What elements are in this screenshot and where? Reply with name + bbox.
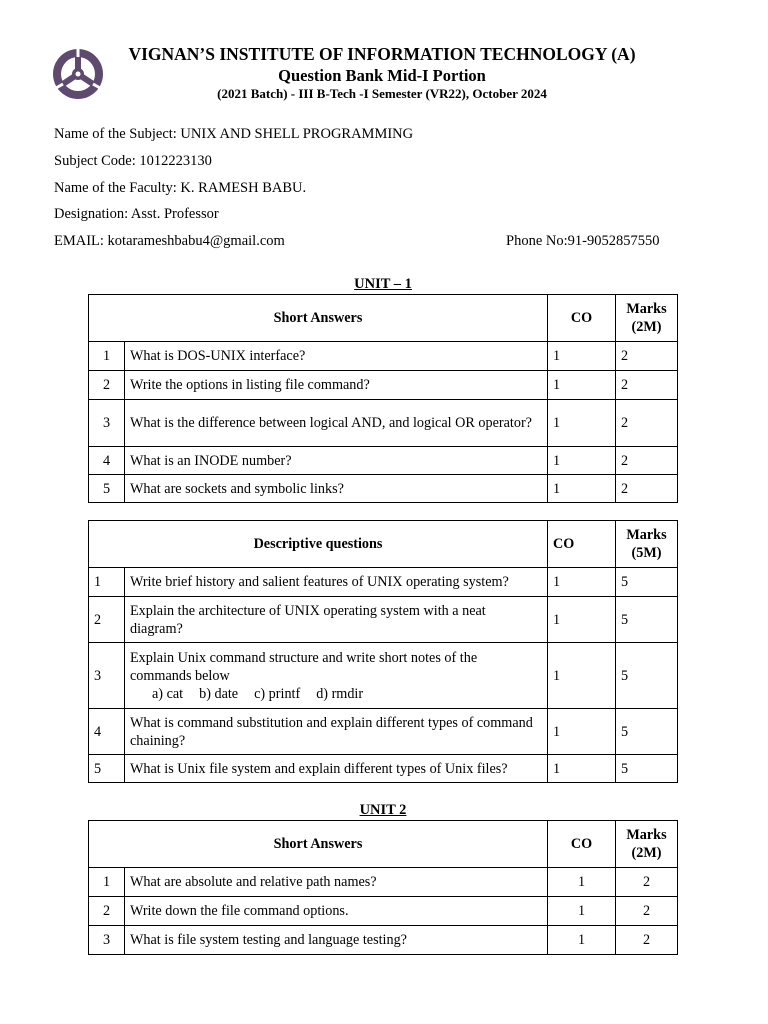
institute-name: VIGNAN’S INSTITUTE OF INFORMATION TECHNOLOGY (A) [128, 44, 636, 64]
email: EMAIL: kotarameshbabu4@gmail.com [54, 233, 285, 249]
question-text: Explain the architecture of UNIX operating system with a neat diagram? [125, 597, 548, 643]
document-subtitle: (2021 Batch) - III B-Tech -I Semester (VR22), October 2024 [217, 86, 547, 101]
table-header-row [89, 521, 678, 568]
table-row: 4 What is an INODE number? 1 2 [89, 447, 678, 475]
subject-code: Subject Code: 1012223130 [54, 153, 212, 169]
question-text: Write brief history and salient features of UNIX operating system? [125, 568, 548, 597]
column-header-marks: Marks (2M) [616, 821, 678, 868]
column-header-marks: Marks (2M) [616, 295, 678, 342]
institute-logo-icon [52, 46, 104, 102]
table-row: 2 Write down the file command options. 1 2 [89, 897, 678, 926]
column-header-co: CO [548, 521, 616, 568]
unit-1-descriptive-table [88, 520, 678, 783]
question-text: What is an INODE number? [125, 447, 548, 475]
subject-name: Name of the Subject: UNIX AND SHELL PROGRAMMING [54, 126, 414, 142]
question-text: Write the options in listing file command? [125, 371, 548, 400]
question-text: What is file system testing and language testing? [125, 926, 548, 955]
faculty-name: Name of the Faculty: K. RAMESH BABU. [54, 180, 307, 196]
unit-2-short-answers-table [88, 820, 678, 955]
question-text: What is Unix file system and explain different types of Unix files? [125, 755, 548, 783]
table-row: 3 What is file system testing and language testing? 1 2 [89, 926, 678, 955]
column-header-title: Short Answers [89, 295, 548, 342]
column-header-marks: Marks (5M) [616, 521, 678, 568]
table-row: 2 Explain the architecture of UNIX operating system with a neat diagram? 1 5 [89, 597, 678, 643]
unit-1-heading: UNIT – 1 [354, 276, 412, 292]
column-header-co: CO [548, 821, 616, 868]
question-text: What is command substitution and explain different types of command chaining? [125, 709, 548, 755]
question-text: What are absolute and relative path names? [125, 868, 548, 897]
table-row: 1 What is DOS-UNIX interface? 1 2 [89, 342, 678, 371]
table-row: 4 What is command substitution and explain different types of command chaining? 1 5 [89, 709, 678, 755]
table-row: 3 Explain Unix command structure and write short notes of the commands below a) cat b) date c) printf d) rmdir 1 5 [89, 643, 678, 709]
table-row: 1 Write brief history and salient features of UNIX operating system? 1 5 [89, 568, 678, 597]
document-title: Question Bank Mid-I Portion [278, 66, 486, 85]
column-header-title: Short Answers [89, 821, 548, 868]
phone-number: Phone No:91-9052857550 [506, 233, 660, 249]
question-text: What is DOS-UNIX interface? [125, 342, 548, 371]
column-header-co: CO [548, 295, 616, 342]
command-options: a) cat b) date c) printf d) rmdir [152, 685, 364, 702]
unit-1-short-answers-table [88, 294, 678, 503]
question-text: Write down the file command options. [125, 897, 548, 926]
table-row: 2 Write the options in listing file command? 1 2 [89, 371, 678, 400]
question-text: What are sockets and symbolic links? [125, 475, 548, 503]
table-row: 5 What is Unix file system and explain different types of Unix files? 1 5 [89, 755, 678, 783]
unit-2-heading: UNIT 2 [359, 802, 407, 818]
table-row: 1 What are absolute and relative path names? 1 2 [89, 868, 678, 897]
table-header-row [89, 821, 678, 868]
question-text: Explain Unix command structure and write short notes of the commands below a) cat b) date c) printf d) rmdir [125, 643, 548, 709]
column-header-title: Descriptive questions [89, 521, 548, 568]
question-text: What is the difference between logical AND, and logical OR operator? [125, 400, 548, 447]
table-header-row [89, 295, 678, 342]
designation: Designation: Asst. Professor [54, 206, 219, 222]
table-row: 5 What are sockets and symbolic links? 1 2 [89, 475, 678, 503]
table-row: 3 What is the difference between logical AND, and logical OR operator? 1 2 [89, 400, 678, 447]
